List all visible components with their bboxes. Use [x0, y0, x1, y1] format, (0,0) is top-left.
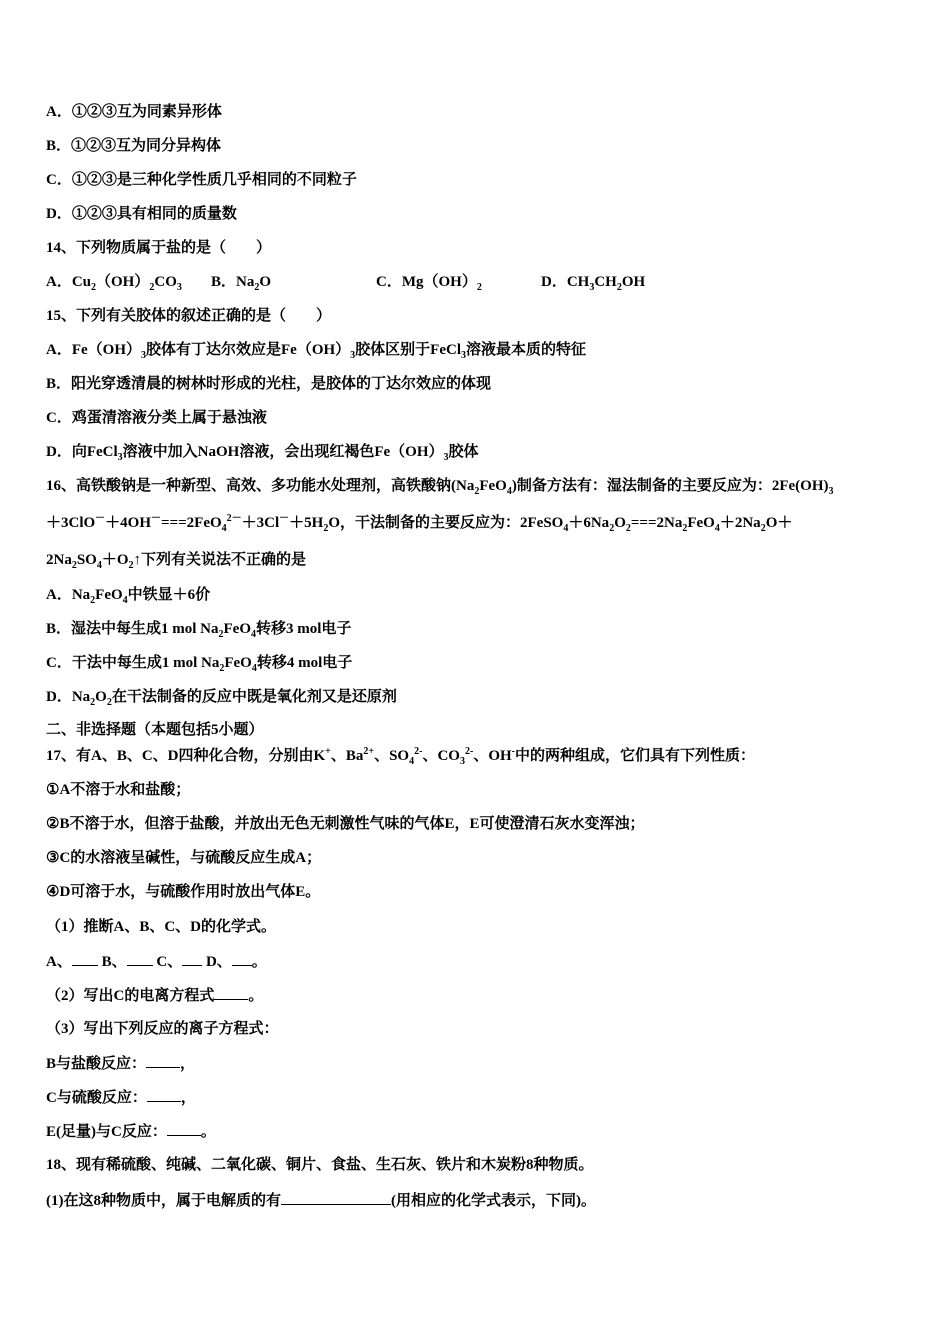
q13-option-d: D．①②③具有相同的质量数 [46, 206, 237, 222]
q15-option-d: D．向FeCl$_3$溶液中加入NaOH溶液，会出现红褐色$Fe(OH)_3$胶体 [46, 444, 479, 463]
q14-options [46, 272, 910, 292]
q17-reaction-3: E(足量)与C反应： 。 [46, 1121, 910, 1142]
q15-option-b: B．阳光穿透清晨的树林时形成的光柱，是胶体的丁达尔效应的体现 [46, 376, 492, 392]
q14-option-b: B．$Na_2O$ [211, 274, 272, 293]
q17-property-2: ②B不溶于水，但溶于盐酸，并放出无色无刺激性气味的气体E，E可使澄清石灰水变浑浊； [46, 816, 645, 832]
q17-property-3: ③C的水溶液呈碱性，与硫酸反应生成A； [46, 850, 322, 866]
q16-stem-line-3: $2Na_2SO_4+O_2↑$下列有关说法不正确的是 [46, 552, 307, 571]
q16-option-a: A．$Na_2FeO_4$中铁显＋6价 [46, 587, 211, 606]
q16-option-b: B．湿法中每生成1 mol $Na_2FeO_4$转移3 mol电子 [46, 621, 352, 640]
answer-blank-a[interactable] [72, 951, 98, 966]
q15-stem: 15、下列有关胶体的叙述正确的是（ ） [46, 308, 332, 324]
q18-stem: 18、现有稀硫酸、纯碱、二氧化碳、铜片、食盐、生石灰、铁片和木炭粉8种物质。 [46, 1157, 594, 1173]
q17-stem: 17、有A、B、C、D四种化合物，分别由K+、$Ba^{2+}$、$SO_4^{2-}$、$CO_3^{2-}$、OH-中的两种组成，它们具有下列性质： [46, 746, 756, 767]
q17-answer-line-1: A、 B、 C、 D、 。 [46, 951, 910, 972]
q17-subquestion-1: （1）推断A、B、C、D的化学式。 [46, 919, 277, 935]
q16-stem-line-2: $+3ClO^-+4OH^-===2FeO_4^{2-}+3Cl^-+5H_2O$，干法制备的主要反应为：$2FeSO_4+6Na_2O_2===2Na_2FeO_4+2Na_2O+$ [46, 513, 793, 534]
answer-blank-reaction-3[interactable] [167, 1121, 201, 1136]
q13-option-b: B．①②③互为同分异构体 [46, 138, 222, 154]
answer-blank-c[interactable] [182, 951, 202, 966]
q17-property-1: ①A不溶于水和盐酸； [46, 782, 191, 798]
q15-option-a: A．$Fe(OH)_3$胶体有丁达尔效应是$Fe(OH)_3$胶体区别于FeCl$_3$溶液最本质的特征 [46, 342, 587, 361]
q14-option-d: D．$CH_3CH_2OH$ [541, 274, 646, 293]
q17-subquestion-2: （2）写出C的电离方程式 。 [46, 985, 910, 1006]
q15-option-c: C．鸡蛋清溶液分类上属于悬浊液 [46, 410, 267, 426]
answer-blank-electrolytes[interactable] [281, 1190, 391, 1205]
answer-blank-ionization[interactable] [214, 985, 248, 1000]
q14-option-c: C．$Mg(OH)_2$ [376, 274, 482, 293]
q14-stem: 14、下列物质属于盐的是（ ） [46, 240, 272, 256]
q13-option-c: C．①②③是三种化学性质几乎相同的不同粒子 [46, 172, 357, 188]
q17-property-4: ④D可溶于水，与硫酸作用时放出气体E。 [46, 884, 321, 900]
q18-subquestion-1: (1)在这8种物质中，属于电解质的有 (用相应的化学式表示，下同)。 [46, 1190, 910, 1211]
answer-blank-reaction-1[interactable] [146, 1053, 180, 1068]
q14-option-a: A．$Cu_2(OH)_2CO_3$ [46, 274, 182, 293]
q13-option-a: A．①②③互为同素异形体 [46, 104, 222, 120]
q17-reaction-2: C与硫酸反应： ， [46, 1087, 910, 1108]
q17-subquestion-3: （3）写出下列反应的离子方程式： [46, 1021, 279, 1037]
answer-blank-b[interactable] [127, 951, 153, 966]
section-heading: 二、非选择题（本题包括5小题） [46, 722, 264, 738]
answer-blank-reaction-2[interactable] [147, 1087, 181, 1102]
answer-blank-d[interactable] [232, 951, 252, 966]
q16-option-c: C．干法中每生成1 mol $Na_2FeO_4$转移4 mol电子 [46, 655, 353, 674]
q16-option-d: D．$Na_2O_2$在干法制备的反应中既是氧化剂又是还原剂 [46, 689, 397, 708]
q16-stem-line-1: 16、高铁酸钠是一种新型、高效、多功能水处理剂，高铁酸钠$(Na_2FeO_4)$制备方法有：湿法制备的主要反应为：$2Fe(OH)_3$ [46, 478, 834, 497]
q17-reaction-1: B与盐酸反应： ， [46, 1053, 910, 1074]
